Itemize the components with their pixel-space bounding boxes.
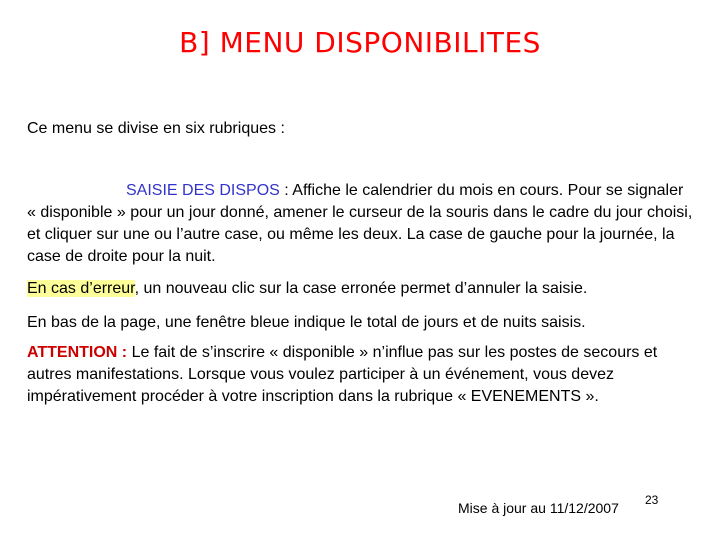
saisie-label: SAISIE DES DISPOS (126, 182, 280, 199)
erreur-paragraph (27, 278, 695, 300)
attention-paragraph (27, 342, 695, 408)
attention-label: ATTENTION : (27, 344, 128, 361)
page-number: 23 (645, 493, 659, 507)
total-paragraph: En bas de la page, une fenêtre bleue indique le total de jours et de nuits saisis. (27, 314, 586, 331)
page-title: B] MENU DISPONIBILITES (179, 26, 541, 59)
update-date: Mise à jour au 11/12/2007 (458, 500, 619, 516)
saisie-text: : Affiche le calendrier du mois en cours. Pour se signaler « disponible » pour un jour donné, amener le curseur de la souris dans le cadre du jour choisi, et cliquer sur une ou l’autre case, ou même les deux. La case de gauche pour la journée, la case de droite pour la nuit. (27, 182, 693, 265)
intro-text: Ce menu se divise en six rubriques : (27, 120, 285, 137)
attention-text: Le fait de s’inscrire « disponible » n’influe pas sur les postes de secours et autres manifestations. Lorsque vous voulez participer à un événement, vous devez impérativement procéder à votre inscription dans la rubrique « EVENEMENTS ». (27, 344, 658, 405)
erreur-label: En cas d’erreur (27, 280, 135, 297)
saisie-paragraph (27, 180, 695, 268)
erreur-text: , un nouveau clic sur la case erronée permet d’annuler la saisie. (134, 280, 588, 297)
